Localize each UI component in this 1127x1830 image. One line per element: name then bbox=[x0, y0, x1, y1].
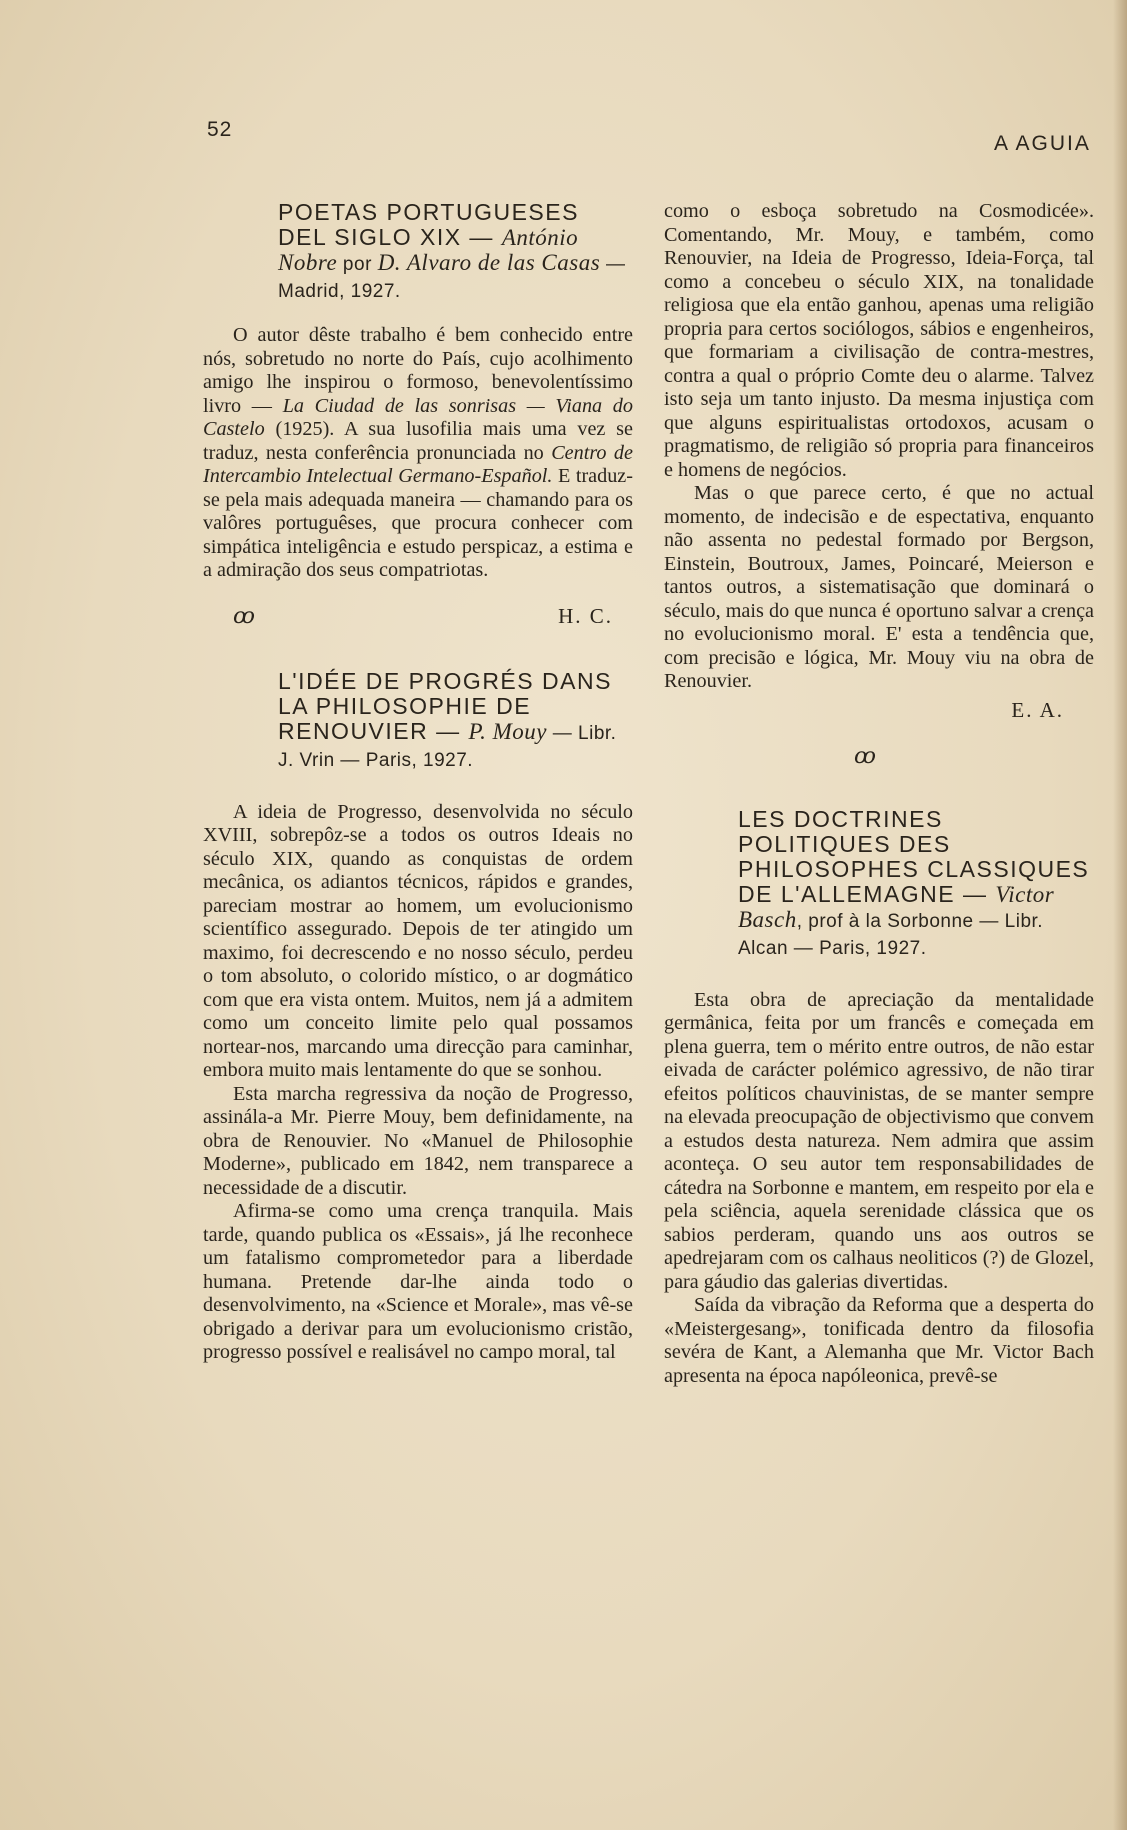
signature-row bbox=[203, 603, 633, 629]
ornament-icon: ꝏ bbox=[233, 602, 254, 628]
ornament-icon: ꝏ bbox=[854, 742, 875, 768]
paragraph: Afirma-se como uma crença tranquila. Mais tarde, quando publica os «Essais», já lhe reconhece um fatalismo comprometedor para a liberdade humana. Pretende dar-lhe ainda todo o desenvolvimento, na «Science et Morale», mas vê-se obrigado a derivar para um evolucionismo cristão, progresso possível e realisável no campo moral, tal bbox=[203, 1200, 633, 1363]
page-number: 52 bbox=[207, 118, 233, 141]
review-heading-progres: L'IDÉE DE PROGRÉS DANS LA PHILOSOPHIE DE RENOUVIER — P. Mouy — Libr. J. Vrin — Paris, 1927. bbox=[278, 667, 617, 771]
review-heading-poetas: POETAS PORTUGUESES DEL SIGLO XIX — António Nobre por D. Alvaro de las Casas — Madrid, 1927. bbox=[278, 199, 626, 302]
review-body-progres-continued bbox=[664, 200, 1094, 694]
running-title: A AGUIA bbox=[994, 132, 1091, 155]
review-body-poetas bbox=[203, 324, 633, 583]
paragraph: A ideia de Progresso, desenvolvida no século XVIII, sobrepôz-se a todos os outros Ideais no século XIX, quando as conquistas de ordem mecânica, os adiantos técnicos, rápidos e grandes, pareciam mostrar ao homem, um evolucionismo scientífico assegurado. Depois de ter atingido um maximo, foi decrescendo e no nosso século, perdeu o tom absoluto, o colorido místico, o ar dogmático com que era vista ontem. Muitos, nem já a admitem como um conceito limite pelo qual possamos nortear-nos, marcando uma direcção para caminhar, embora muito mais lentamente do que se sonhou. bbox=[203, 800, 633, 1081]
review-heading-doctrines: LES DOCTRINES POLITIQUES DES PHILOSOPHES CLASSIQUES DE L'ALLEMAGNE — Victor Basch, prof à la Sorbonne — Libr. Alcan — Paris, 1927. bbox=[738, 805, 1090, 959]
paragraph: Mas o que parece certo, é que no actual momento, de indecisão e de espectativa, enquanto não assenta no pedestal formado por Bergson, Einstein, Boutroux, James, Poincaré, Meierson e tantos outros, a sistematisação que dominará o século, mais do que nunca é oportuno salvar a crença no evolucionismo moral. E' esta a tendência que, com precisão e lógica, Mr. Mouy viu na obra de Renouvier. bbox=[664, 482, 1094, 692]
right-column bbox=[664, 200, 1094, 1388]
paragraph: O autor dêste trabalho é bem conhecido entre nós, sobretudo no norte do País, cujo acolhimento amigo lhe inspirou o formoso, benevolentíssimo livro — La Ciudad de las sonrisas — Viana do Castelo (1925). A sua lusofilia mais uma vez se traduz, nesta conferência pronunciada no Centro de Intercambio Intelectual Germano-Español. E traduz-se pela mais adequada maneira — chamando para os valôres portuguêses, que procura conhecer com simpática inteligência e estudo perspicaz, a estima e a admiração dos seus compatriotas. bbox=[203, 324, 633, 581]
review-body-doctrines bbox=[664, 989, 1094, 1389]
review-body-progres bbox=[203, 801, 633, 1365]
paragraph: Esta marcha regressiva da noção de Progresso, assinála-a Mr. Pierre Mouy, bem definidamente, na obra de Renouvier. No «Manuel de Philosophie Moderne», publicado em 1842, nem transparece a necessidade de a discutir. bbox=[203, 1082, 633, 1199]
paragraph: Saída da vibração da Reforma que a desperta do «Meistergesang», tonificada dentro da filosofia sevéra de Kant, a Alemanha que Mr. Victor Bach apresenta na época napóleonica, prevê-se bbox=[664, 1294, 1094, 1387]
paragraph: como o esboça sobretudo na Cosmodicée». Comentando, Mr. Mouy, e também, como Renouvier, na Ideia de Progresso, Ideia-Força, tal como a concebeu o século XIX, na tonalidade religiosa que ela então ganhou, apenas uma religião propria para certos sociólogos, sábios e engenheiros, que formariam a civilisação de contra-mestres, contra a qual o próprio Comte deu o alarme. Talvez isto seja um tanto injusto. Da mesma injustiça com que alguns espiritualistas ortodoxos, acusam o pragmatismo, de religião só propria para financeiros e homens de negócios. bbox=[664, 200, 1094, 481]
page-edge-shadow bbox=[1113, 0, 1127, 1830]
reviewer-initials: H. C. bbox=[558, 603, 613, 628]
reviewer-initials: E. A. bbox=[1011, 697, 1064, 722]
left-column bbox=[203, 200, 633, 1365]
paragraph: Esta obra de apreciação da mentalidade germânica, feita por um francês e começada em plena guerra, tem o mérito entre outros, de não estar eivada de carácter polémico agressivo, de não tirar efeitos políticos chauvinistas, de se manter sempre na elevada preocupação de objectivismo que convem a estudos desta natureza. Nem admira que assim aconteça. O seu autor tem responsabilidades de cátedra na Sorbonne e mantem, em respeito por ela e pela sciência, aquela serenidade clássica que os sabios perderam, quando uns aos outros se apedrejaram com os calhaus neoliticos (?) de Glozel, para gáudio das galerias divertidas. bbox=[664, 988, 1094, 1293]
